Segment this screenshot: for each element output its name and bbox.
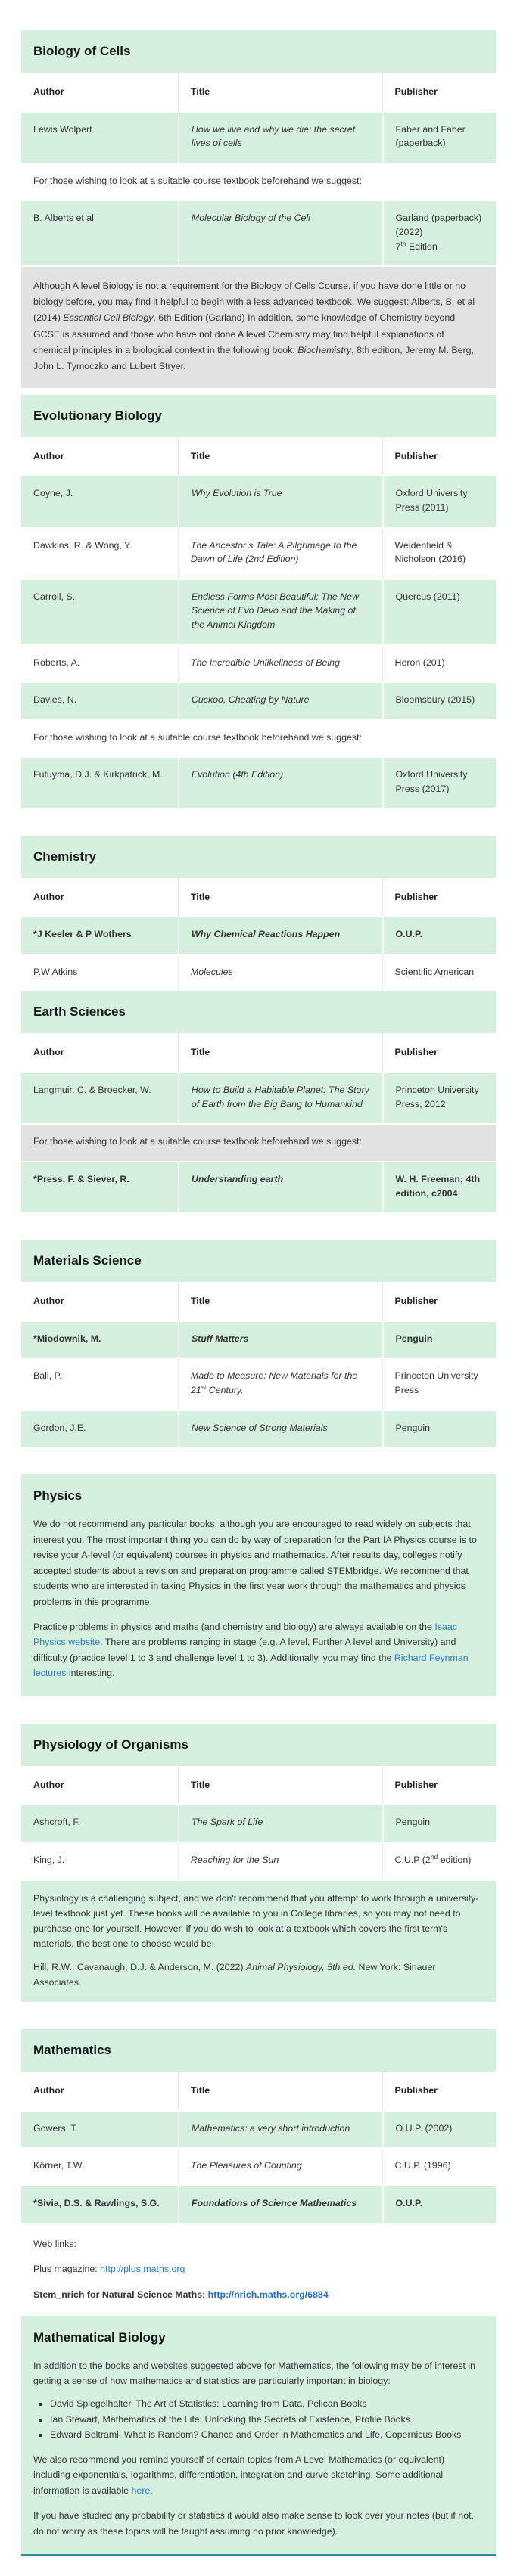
richard-feynman-lectures-link[interactable]: Richard Feynman lectures xyxy=(33,1652,469,1679)
math-bio-book-list xyxy=(33,2396,484,2441)
section-spacer xyxy=(21,808,496,836)
book-row-atkins xyxy=(21,954,496,992)
publisher-cell: Oxford University Press (2017) xyxy=(382,756,496,808)
publisher-cell: C.U.P. (1996) xyxy=(382,2147,496,2185)
author-cell: Gowers, T. xyxy=(21,2110,178,2148)
author-cell: *Sivia, D.S. & Rawlings, S.G. xyxy=(21,2185,178,2223)
publisher-cell: Weidenfield & Nicholson (2016) xyxy=(382,527,496,579)
section-chemistry xyxy=(21,836,496,992)
book-row-gowers xyxy=(21,2110,496,2148)
book-row-dawkins xyxy=(21,527,496,579)
title-cell: How we live and why we die: the secret lives of cells xyxy=(178,111,382,163)
book-row-keeler xyxy=(21,916,496,954)
book-row-davies xyxy=(21,681,496,719)
books-table-physiology xyxy=(21,1766,496,2002)
section-physiology-of-organisms xyxy=(21,1724,496,2002)
col-header-title: Title xyxy=(178,437,382,476)
book-row-korner xyxy=(21,2147,496,2185)
book-row-king xyxy=(21,1842,496,1879)
col-header-title: Title xyxy=(178,1766,382,1805)
book-row-gordon xyxy=(21,1410,496,1448)
math-bio-paragraph-3: If you have studied any probability or statistics it would also make sense to look over your notes (but if not, do not worry as these topics will be taught assuming no prior knowledge). xyxy=(33,2510,474,2537)
book-row-press xyxy=(21,1161,496,1212)
section-physics xyxy=(21,1474,496,1696)
publisher-cell: O.U.P. (2002) xyxy=(382,2110,496,2148)
books-table-materials-science xyxy=(21,1282,496,1447)
title-cell: Made to Measure: New Materials for the 21st Century. xyxy=(178,1358,382,1409)
section-evolutionary-biology xyxy=(21,395,496,808)
col-header-publisher: Publisher xyxy=(382,1766,496,1805)
title-cell: Molecules xyxy=(178,954,382,992)
section-spacer xyxy=(21,1447,496,1474)
book-row-futuyma xyxy=(21,756,496,808)
table-header-row xyxy=(21,2072,496,2110)
publisher-cell: Quercus (2011) xyxy=(382,579,496,644)
section-heading-biology-of-cells: Biology of Cells xyxy=(21,30,496,73)
publisher-cell: Oxford University Press (2011) xyxy=(382,475,496,526)
author-cell: Ashcroft, F. xyxy=(21,1804,178,1842)
publisher-cell: C.U.P (2nd edition) xyxy=(382,1842,496,1879)
publisher-cell: Garland (paperback) (2022) 7th Edition xyxy=(382,200,496,265)
author-cell: Davies, N. xyxy=(21,681,178,719)
title-cell: Molecular Biology of the Cell xyxy=(178,200,382,265)
author-cell: Körner, T.W. xyxy=(21,2147,178,2185)
col-header-publisher: Publisher xyxy=(382,878,496,917)
books-table-mathematics xyxy=(21,2072,496,2315)
book-row-ball xyxy=(21,1358,496,1409)
title-cell: The Incredible Unlikeliness of Being xyxy=(178,644,382,682)
book-row-langmuir xyxy=(21,1072,496,1123)
book-row-ashcroft xyxy=(21,1804,496,1842)
col-header-title: Title xyxy=(178,1033,382,1072)
additional-information-here-link[interactable]: here xyxy=(131,2484,151,2496)
author-cell: Langmuir, C. & Broecker, W. xyxy=(21,1072,178,1123)
suggest-note: For those wishing to look at a suitable course textbook beforehand we suggest: xyxy=(21,1123,496,1161)
title-cell: The Spark of Life xyxy=(178,1804,382,1842)
physics-paragraph-1: We do not recommend any particular books, although you are encouraged to read widely on subjects that interest you. The most important thing you can do by way of preparation for the Part IA Physics course is to revise your A-level (or equivalent) courses in physics and mathematics. After results day, colleges notify accepted students about a revision and preparation programme called STEMbridge. We recommend that students who are interested in taking Physics in the first year work through the mathematics and physics problems in this programme. xyxy=(33,1519,477,1607)
book-row-miodownik xyxy=(21,1321,496,1358)
physiology-note: Physiology is a challenging subject, and we don't recommend that you attempt to work through a university-level textbook just yet. These books will be available to you in College libraries, so you may not need to purchase one for yourself. However, if you do wish to look at a textbook which covers the first term's materials, the best one to choose would be: Hill, R.W., Cavanaugh, D.J. & Anderson, M. (2022) Animal Physiology, 5th ed. New York: Sinauer Associates. xyxy=(21,1879,496,2003)
publisher-cell: Faber and Faber (paperback) xyxy=(382,111,496,163)
web-links-label: Web links: xyxy=(33,2238,76,2249)
web-links-row xyxy=(21,2223,496,2316)
author-cell: B. Alberts et al xyxy=(21,200,178,265)
section-mathematical-biology xyxy=(21,2316,496,2557)
author-cell: Gordon, J.E. xyxy=(21,1410,178,1448)
col-header-publisher: Publisher xyxy=(382,1282,496,1321)
physiology-note-row xyxy=(21,1879,496,2003)
publisher-cell: Heron (201) xyxy=(382,644,496,682)
title-cell: How to Build a Habitable Planet: The Story of Earth from the Big Bang to Humankind xyxy=(178,1072,382,1123)
author-cell: *Press, F. & Siever, R. xyxy=(21,1161,178,1212)
col-header-author: Author xyxy=(21,2072,178,2110)
suggest-note-row xyxy=(21,719,496,757)
list-item: ▪ Edward Beltrami, What is Random? Chance and Order in Mathematics and Life, Copernicus Books xyxy=(50,2427,484,2442)
publisher-cell: O.U.P. xyxy=(382,916,496,954)
author-cell: Lewis Wolpert xyxy=(21,111,178,163)
nrich-maths-link[interactable]: http://nrich.maths.org/6884 xyxy=(207,2289,329,2300)
title-cell: Evolution (4th Edition) xyxy=(178,756,382,808)
book-row-coyne xyxy=(21,475,496,526)
col-header-publisher: Publisher xyxy=(382,1033,496,1072)
list-item: ▪ David Spiegelhalter, The Art of Statistics: Learning from Data, Pelican Books xyxy=(50,2396,484,2411)
plus-maths-link[interactable]: http://plus.maths.org xyxy=(100,2264,185,2275)
publisher-cell: Penguin xyxy=(382,1804,496,1842)
col-header-author: Author xyxy=(21,1766,178,1805)
table-header-row xyxy=(21,1033,496,1072)
section-heading-mathematical-biology: Mathematical Biology xyxy=(33,2329,166,2345)
author-cell: Carroll, S. xyxy=(21,579,178,644)
book-row-alberts xyxy=(21,200,496,265)
books-table-chemistry xyxy=(21,878,496,992)
col-header-author: Author xyxy=(21,1282,178,1321)
title-cell: The Pleasures of Counting xyxy=(178,2147,382,2185)
col-header-title: Title xyxy=(178,73,382,111)
suggest-note-row-gray xyxy=(21,1123,496,1161)
publisher-cell: Princeton University Press, 2012 xyxy=(382,1072,496,1123)
title-cell: Why Chemical Reactions Happen xyxy=(178,916,382,954)
nrich-line: Stem_nrich for Natural Science Maths: http://nrich.maths.org/6884 xyxy=(33,2289,329,2300)
books-table-biology-of-cells xyxy=(21,73,496,265)
section-heading-chemistry: Chemistry xyxy=(21,836,496,878)
books-table-earth-sciences xyxy=(21,1033,496,1212)
section-heading-materials-science: Materials Science xyxy=(21,1240,496,1282)
title-cell: The Ancestor’s Tale: A Pilgrimage to the Dawn of Life (2nd Edition) xyxy=(178,527,382,579)
col-header-publisher: Publisher xyxy=(382,2072,496,2110)
col-header-author: Author xyxy=(21,1033,178,1072)
suggest-note: For those wishing to look at a suitable course textbook beforehand we suggest: xyxy=(21,163,496,200)
math-bio-paragraph-2: We also recommend you remind yourself of certain topics from A Level Mathematics (or equivalent) including exponentials, logarithms, differentiation, integration and curve sketching. Some additional information is available here. xyxy=(33,2453,445,2496)
publisher-cell: Scientific American xyxy=(382,954,496,992)
section-heading-mathematics: Mathematics xyxy=(21,2029,496,2072)
section-materials-science xyxy=(21,1240,496,1447)
col-header-author: Author xyxy=(21,73,178,111)
section-spacer xyxy=(21,388,496,395)
author-cell: Ball, P. xyxy=(21,1358,178,1409)
publisher-cell: Bloomsbury (2015) xyxy=(382,681,496,719)
plus-magazine-line: Plus magazine: http://plus.maths.org xyxy=(33,2264,185,2275)
section-mathematics xyxy=(21,2029,496,2315)
col-header-title: Title xyxy=(178,878,382,917)
books-table-evolutionary-biology xyxy=(21,437,496,808)
publisher-cell: Princeton University Press xyxy=(382,1358,496,1409)
col-header-author: Author xyxy=(21,437,178,476)
col-header-publisher: Publisher xyxy=(382,437,496,476)
isaac-physics-website-link[interactable]: Isaac Physics website xyxy=(33,1622,457,1648)
author-cell: Futuyma, D.J. & Kirkpatrick, M. xyxy=(21,756,178,808)
title-cell: Understanding earth xyxy=(178,1161,382,1212)
biology-of-cells-note: Although A level Biology is not a requirement for the Biology of Cells Course, if you have done little or no biology before, you may find it helpful to begin with a less advanced textbook. We suggest: Alberts, B. et al (2014) Essential Cell Biology, 6th Edition (Garland) In addition, some knowledge of Chemistry beyond GCSE is assumed and those who have not done A level Chemistry may find helpful explanations of chemical principles in a biological context in the following book: Biochemistry, 8th edition, Jeremy M. Berg, John L. Tymoczko and Lubert Stryer. xyxy=(21,265,496,387)
author-cell: Roberts, A. xyxy=(21,644,178,682)
book-row-carroll xyxy=(21,579,496,644)
book-row-sivia xyxy=(21,2185,496,2223)
table-header-row xyxy=(21,1766,496,1805)
table-header-row xyxy=(21,878,496,917)
list-item: ▪ Ian Stewart, Mathematics of the Life: Unlocking the Secrets of Existence, Profile Books xyxy=(50,2412,484,2427)
section-heading-evolutionary-biology: Evolutionary Biology xyxy=(21,395,496,437)
section-heading-physiology: Physiology of Organisms xyxy=(21,1724,496,1766)
table-header-row xyxy=(21,437,496,476)
col-header-publisher: Publisher xyxy=(382,73,496,111)
title-cell: Reaching for the Sun xyxy=(178,1842,382,1879)
title-cell: Stuff Matters xyxy=(178,1321,382,1358)
table-header-row xyxy=(21,1282,496,1321)
title-cell: Endless Forms Most Beautiful: The New Science of Evo Devo and the Making of the Animal Kingdom xyxy=(178,579,382,644)
title-cell: Mathematics: a very short introduction xyxy=(178,2110,382,2148)
title-cell: Cuckoo, Cheating by Nature xyxy=(178,681,382,719)
author-cell: Coyne, J. xyxy=(21,475,178,526)
publisher-cell: W. H. Freeman; 4th edition, c2004 xyxy=(382,1161,496,1212)
suggest-note-row xyxy=(21,163,496,200)
suggest-note: For those wishing to look at a suitable course textbook beforehand we suggest: xyxy=(21,719,496,757)
title-cell: New Science of Strong Materials xyxy=(178,1410,382,1448)
title-cell: Foundations of Science Mathematics xyxy=(178,2185,382,2223)
web-links xyxy=(21,2223,496,2316)
col-header-title: Title xyxy=(178,1282,382,1321)
physics-paragraph-2: Practice problems in physics and maths (and chemistry and biology) are always available on the Isaac Physics website. There are problems ranging in stage (e.g. A level, Further A level and University) and difficulty (practice level 1 to 3 and challenge level 1 to 3). Additionally, you may find the Richard Feynman lectures interesting. xyxy=(33,1622,469,1679)
author-cell: P.W Atkins xyxy=(21,954,178,992)
author-cell: Dawkins, R. & Wong, Y. xyxy=(21,527,178,579)
section-spacer xyxy=(21,2002,496,2029)
section-biology-of-cells xyxy=(21,30,496,388)
section-heading-physics: Physics xyxy=(33,1488,83,1504)
publisher-cell: Penguin xyxy=(382,1410,496,1448)
book-row-wolpert xyxy=(21,111,496,163)
section-heading-earth-sciences: Earth Sciences xyxy=(21,991,496,1033)
col-header-author: Author xyxy=(21,878,178,917)
math-bio-paragraph-1: In addition to the books and websites suggested above for Mathematics, the following may be of interest in getting a sense of how mathematics and statistics are particularly important in biology: xyxy=(33,2360,476,2386)
title-cell: Why Evolution is True xyxy=(178,475,382,526)
publisher-cell: Penguin xyxy=(382,1321,496,1358)
publisher-cell: O.U.P. xyxy=(382,2185,496,2223)
section-earth-sciences xyxy=(21,991,496,1212)
author-cell: King, J. xyxy=(21,1842,178,1879)
section-spacer xyxy=(21,1696,496,1724)
section-spacer xyxy=(21,1212,496,1240)
table-header-row xyxy=(21,73,496,111)
author-cell: *Miodownik, M. xyxy=(21,1321,178,1358)
author-cell: *J Keeler & P Wothers xyxy=(21,916,178,954)
book-row-roberts xyxy=(21,644,496,682)
col-header-title: Title xyxy=(178,2072,382,2110)
